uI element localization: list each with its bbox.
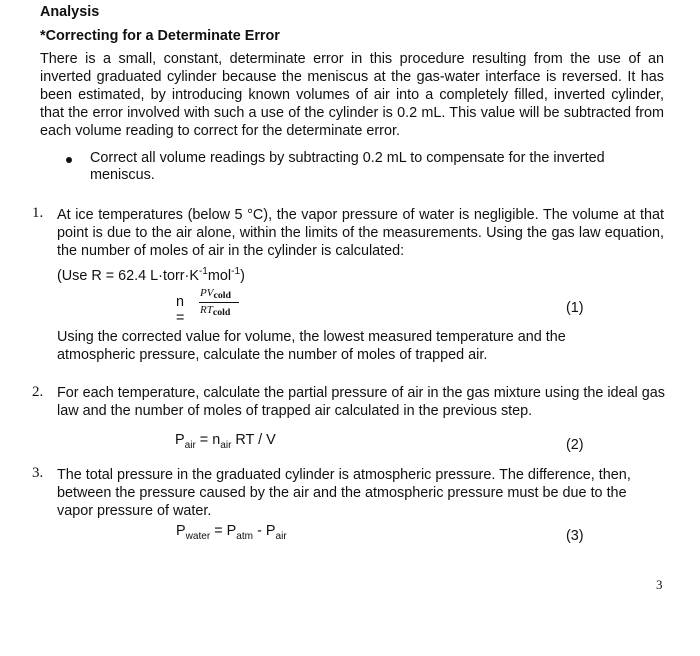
step-1-number: 1.: [32, 205, 44, 221]
step-2-text: For each temperature, calculate the partial pressure of air in the gas mixture using the ideal gas law and the number of moles of trapped air calculated in the previous step.: [57, 385, 665, 419]
equation-2-label: (2): [566, 437, 584, 453]
section-title: Analysis: [40, 4, 100, 20]
step-3-text: The total pressure in the graduated cylinder is atmospheric pressure. The difference, then, between the pressure caused by the air and the atmospheric pressure must be due to the vapor pressure of water.: [57, 467, 631, 519]
step-3-number: 3.: [32, 465, 44, 481]
step-1-followup: Using the corrected value for volume, the lowest measured temperature and the atmospheric pressure, calculate the number of moles of trapped air.: [57, 329, 566, 363]
intro-paragraph: There is a small, constant, determinate error in this procedure resulting from the use of an inverted graduated cylinder because the meniscus at the gas-water interface is reversed. It has been estimated, by introducing known volumes of air into a completely filled, inverted cylinder, that the error involved with such a use of the cylinder is 0.2 mL. This value will be subtracted from each volume reading to correct for the determinate error.: [40, 51, 664, 139]
bullet-text: Correct all volume readings by subtracting 0.2 mL to compensate for the inverted meniscus.: [90, 150, 605, 183]
equation-1-label: (1): [566, 300, 584, 316]
bullet-icon: [66, 157, 72, 163]
bullet-item: [66, 150, 626, 184]
step-1-text: At ice temperatures (below 5 °C), the vapor pressure of water is negligible. The volume at that point is due to the air alone, within the limits of the measurements. Using the gas law equation, the number of moles of air in the cylinder is calculated:: [57, 207, 664, 259]
equation-1-denominator: $RT_{cold}$: [200, 304, 231, 318]
subsection-title: *Correcting for a Determinate Error: [40, 28, 280, 44]
fraction-bar: [199, 302, 239, 303]
step-2-number: 2.: [32, 384, 44, 400]
equation-1-lhs: n =: [176, 294, 185, 326]
equation-2: $P_{air} = n_{air}$ RT / V: [175, 432, 276, 451]
gas-constant-note: (Use R = 62.4 $L\cdot torr\cdot K^{-1}mol^{-1}$): [57, 266, 245, 284]
page-number: 3: [656, 577, 663, 592]
equation-3-label: (3): [566, 528, 584, 544]
equation-3: $P_{water} = P_{atm} - P_{air}$: [176, 523, 287, 542]
equation-1-numerator: $PV_{cold}$: [200, 287, 232, 301]
